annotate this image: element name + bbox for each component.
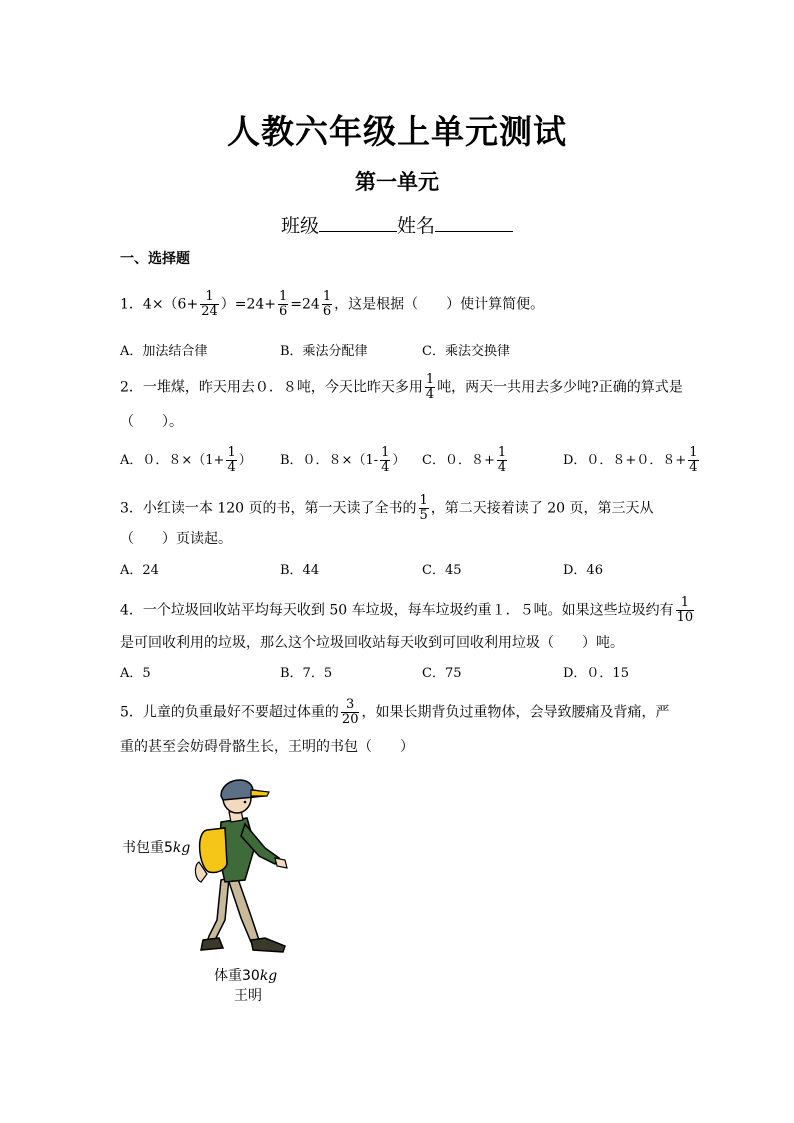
class-label: 班级 — [280, 215, 319, 237]
q5-text-2: ，如果长期背负过重物体，会导致腰痛及背痛，严 — [361, 704, 670, 721]
q1-fraction-3: $\frac{1}{6}$ — [322, 289, 332, 319]
q1-option-b[interactable]: B．乘法分配律 — [280, 344, 368, 359]
q1-text-1: 1．4×（6+ — [120, 296, 199, 313]
question-3 — [120, 494, 654, 523]
body-weight-label: 体重30kg — [214, 968, 278, 984]
q2-text-2: 吨，两天一共用去多少吨?正确的算式是 — [437, 379, 683, 396]
walking-boy-illustration — [185, 770, 300, 960]
bag-weight-label: 书包重5kg — [122, 840, 191, 856]
unit-subtitle: 第一单元 — [355, 169, 439, 194]
name-label: 姓名 — [397, 215, 436, 237]
class-blank[interactable] — [319, 213, 397, 232]
question-1 — [120, 290, 544, 319]
q1-option-a[interactable]: A．加法结合律 — [120, 344, 208, 359]
q2-option-c[interactable]: C．０．８+ $\frac{1}{4}$ — [422, 445, 507, 475]
q2-line-2: （ ）。 — [120, 414, 183, 430]
q2-option-a[interactable]: A．０．８×（1+ $\frac{1}{4}$ ） — [120, 445, 252, 475]
q1-text-4: ，这是根据（ ）使计算简便。 — [334, 296, 545, 313]
q1-text-2: ）=24+ — [220, 296, 277, 313]
q3-option-b[interactable]: B．44 — [280, 563, 320, 578]
q2-text-1: 2．一堆煤，昨天用去０．８吨，今天比昨天多用 — [120, 379, 423, 396]
q3-line-2: （ ）页读起。 — [120, 531, 232, 547]
q4-option-c[interactable]: C．75 — [422, 666, 462, 681]
q1-text-3: =24 — [290, 296, 320, 313]
q1-fraction-1: $\frac{1}{24}$ — [201, 289, 218, 319]
student-name-label: 王明 — [234, 988, 262, 1004]
question-4 — [120, 596, 696, 625]
page-title: 人教六年级上单元测试 — [227, 112, 567, 151]
q5-line-2: 重的甚至会妨碍骨骼生长，王明的书包（ ） — [120, 739, 414, 755]
q3-text-1: 3．小红读一本 120 页的书，第一天读了全书的 — [120, 500, 417, 517]
question-5 — [120, 698, 669, 727]
q4-fraction: $\frac{1}{10}$ — [676, 595, 694, 625]
q2-option-b[interactable]: B．０．８×（1- $\frac{1}{4}$ ） — [280, 445, 406, 475]
q5-text-1: 5．儿童的负重最好不要超过体重的 — [120, 704, 339, 721]
q4-option-b[interactable]: B．7．5 — [280, 666, 333, 681]
q4-option-a[interactable]: A．5 — [120, 666, 151, 681]
q3-option-d[interactable]: D．46 — [563, 563, 603, 578]
section-title: 一、选择题 — [120, 251, 190, 267]
q3-fraction: $\frac{1}{5}$ — [419, 493, 428, 523]
question-2 — [120, 373, 683, 402]
q4-option-d[interactable]: D．０．15 — [563, 666, 629, 681]
q4-text-1: 4．一个垃圾回收站平均每天收到 50 车垃圾，每车垃圾约重１．５吨。如果这些垃圾约有 — [120, 602, 674, 619]
q2-option-d[interactable]: D．０．８+０．８+ $\frac{1}{4}$ — [563, 445, 698, 475]
q3-option-c[interactable]: C．45 — [422, 563, 462, 578]
q1-fraction-2: $\frac{1}{6}$ — [279, 289, 288, 319]
q5-fraction: $\frac{3}{20}$ — [341, 697, 359, 727]
name-blank[interactable] — [435, 213, 513, 232]
q1-option-c[interactable]: C．乘法交换律 — [422, 344, 510, 359]
q4-line-2: 是可回收利用的垃圾，那么这个垃圾回收站每天收到可回收利用垃圾（ ）吨。 — [120, 635, 624, 651]
q3-option-a[interactable]: A．24 — [120, 563, 159, 578]
q2-fraction: $\frac{1}{4}$ — [425, 372, 435, 402]
student-info-line — [0, 211, 794, 238]
q3-text-2: ，第二天接着读了 20 页，第三天从 — [430, 500, 654, 517]
